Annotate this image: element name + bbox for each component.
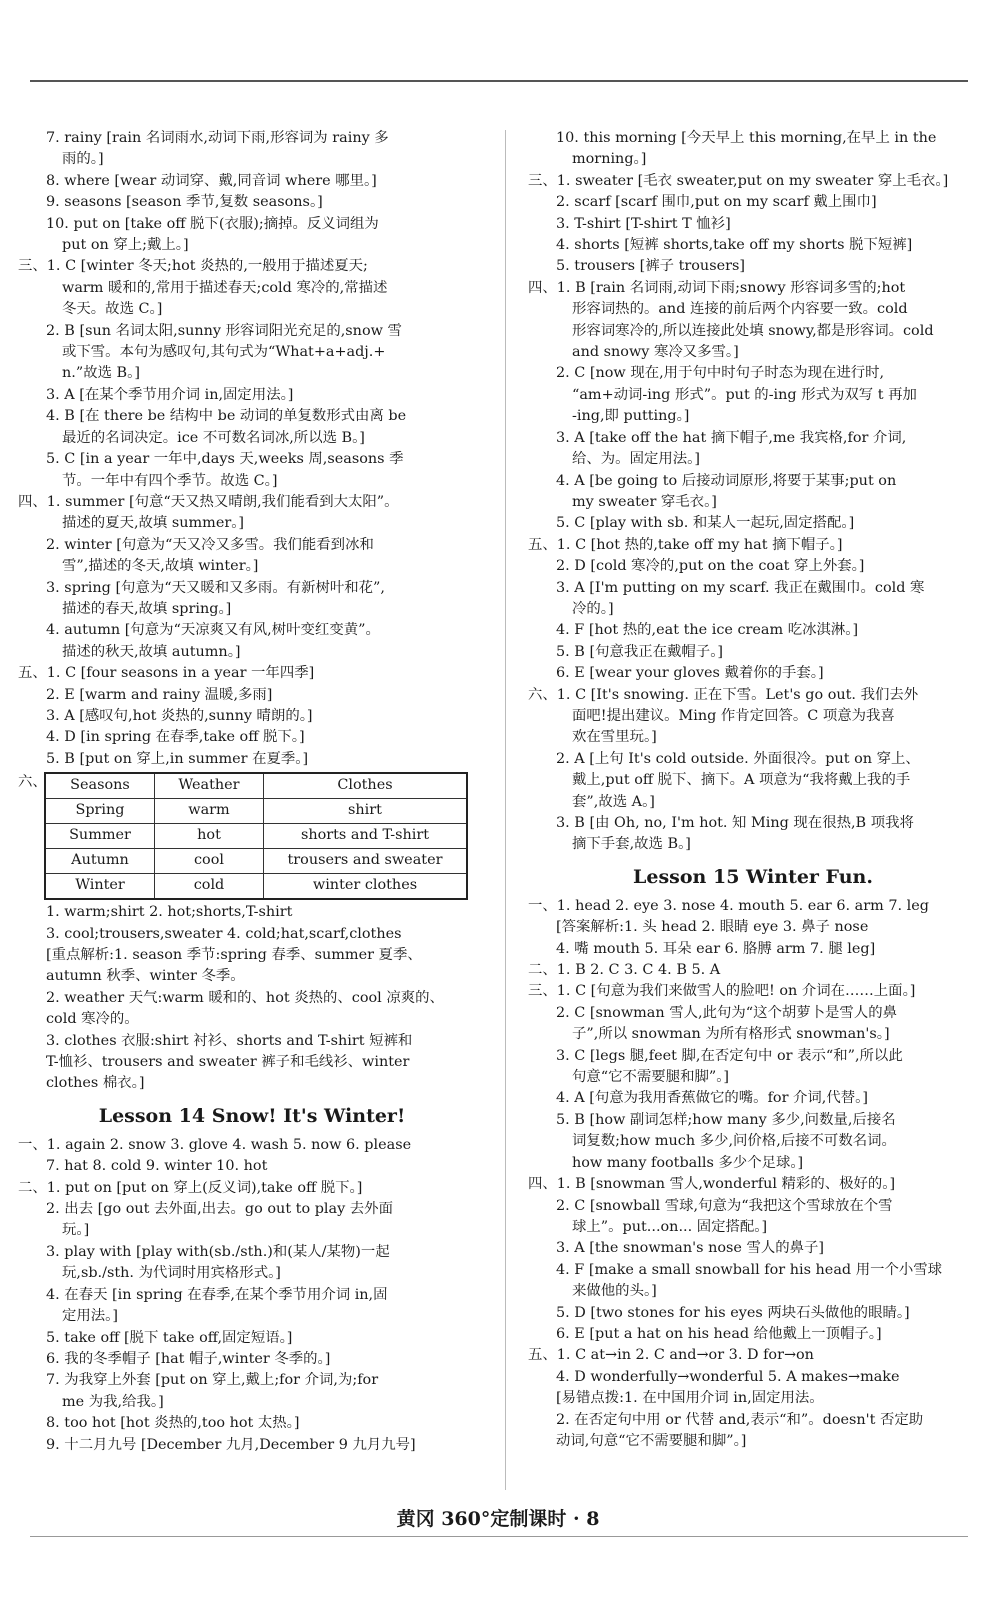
answer-line: 四、1. B [snowman 雪人,wonderful 精彩的、极好的。] (528, 1176, 896, 1193)
answer-line: 2. 出去 [go out 去外面,出去。go out to play 去外面 (46, 1201, 393, 1218)
answer-line: 套”,故选 A。] (572, 793, 655, 810)
answer-line: 9. 十二月九号 [December 九月,December 9 九月九号] (46, 1436, 416, 1453)
table-cell: Winter (45, 874, 155, 900)
table-header-row (45, 773, 467, 799)
answer-line: 或下雪。本句为感叹句,其句式为“What+a+adj.+ (62, 344, 386, 361)
answer-line: 球上”。put...on... 固定搭配。] (572, 1218, 768, 1235)
answer-line: 3. clothes 衣服:shirt 衬衫、shorts and T-shirt 短裤和 (46, 1032, 413, 1049)
answer-line: 3. A [I'm putting on my scarf. 我正在戴围巾。cold 寒 (556, 579, 925, 596)
answer-line: 5. C [play with sb. 和某人一起玩,固定搭配。] (556, 515, 855, 532)
answer-line: 4. F [make a small snowball for his head 用一个小雪球 (556, 1261, 943, 1278)
answer-line: 3. B [由 Oh, no, I'm hot. 知 Ming 现在很热,B 项我将 (556, 815, 914, 831)
answer-line: 形容词寒冷的,所以连接此处填 snowy,都是形容词。cold (572, 322, 934, 339)
answer-line: 4. shorts [短裤 shorts,take off my shorts 脱下短裤] (556, 237, 913, 254)
answer-line: 2. A [上句 It's cold outside. 外面很冷。put on 穿上、 (556, 750, 920, 767)
right-answers (528, 128, 978, 856)
answer-line: 一、1. again 2. snow 3. glove 4. wash 5. now 6. please (18, 1136, 412, 1153)
answer-line: cold 寒冷的。 (46, 1011, 139, 1028)
answer-line: 四、1. B [rain 名词雨,动词下雨;snowy 形容词多雪的;hot (528, 279, 906, 296)
answer-line: 3. spring [句意为“天又暖和又多雨。有新树叶和花”, (46, 579, 385, 596)
table-cell: Spring (45, 799, 155, 824)
answer-line: 5. D [two stones for his eyes 两块石头做他的眼睛。] (556, 1304, 910, 1321)
answer-line: 3. C [legs 腿,feet 脚,在否定句中 or 表示“和”,所以此 (556, 1047, 903, 1064)
answer-line: 五、1. C [hot 热的,take off my hat 摘下帽子。] (528, 536, 843, 553)
answer-line: “am+动词-ing 形式”。put 的-ing 形式为双写 t 再加 (572, 386, 917, 403)
answer-line: 节。一年中有四个季节。故选 C。] (62, 472, 278, 489)
answer-line: 5. trousers [裤子 trousers] (556, 258, 745, 275)
answer-line: my sweater 穿毛衣。] (572, 493, 717, 510)
answer-line: 戴上,put off 脱下、摘下。A 项意为“我将戴上我的手 (572, 772, 911, 789)
answer-line: 4. autumn [句意为“天凉爽又有风,树叶变红变黄”。 (46, 622, 380, 639)
answer-line: 7. 为我穿上外套 [put on 穿上,戴上;for 介词,为;for (46, 1372, 379, 1389)
answer-line: 2. B [sun 名词太阳,sunny 形容词阳光充足的,snow 雪 (46, 322, 402, 339)
answer-line: 子”,所以 snowman 为所有格形式 snowman's。] (572, 1026, 890, 1043)
answer-line: 4. F [hot 热的,eat the ice cream 吃冰淇淋。] (556, 622, 859, 639)
answer-line: 2. E [warm and rainy 温暖,多雨] (46, 686, 273, 703)
answer-line: 动词,句意“它不需要腿和脚”。] (556, 1432, 747, 1449)
answer-line: 玩,sb./sth. 为代词时用宾格形式。] (62, 1265, 281, 1282)
answer-line: 2. C [snowball 雪球,句意为“我把这个雪球放在个雪 (556, 1197, 893, 1214)
table-cell: Autumn (45, 849, 155, 874)
answer-line: and snowy 寒冷又多雪。] (572, 344, 739, 361)
answer-line: T-恤衫、trousers and sweater 裤子和毛线衫、winter (46, 1054, 410, 1071)
answer-line: 1. warm;shirt 2. hot;shorts,T-shirt (46, 904, 293, 921)
answer-line: 五、1. C [four seasons in a year 一年四季] (18, 665, 315, 682)
answer-line: 三、1. C [句意为我们来做雪人的脸吧! on 介词在……上面。] (528, 983, 916, 1000)
answer-line: n.”故选 B。] (62, 365, 140, 382)
answer-line: 4. D wonderfully→wonderful 5. A makes→make (556, 1368, 900, 1385)
answer-line: 3. A [the snowman's nose 雪人的鼻子] (556, 1240, 825, 1257)
answer-line: 9. seasons [season 季节,复数 seasons。] (46, 194, 323, 211)
answer-line: [答案解析:1. 头 head 2. 眼睛 eye 3. 鼻子 nose (556, 919, 869, 936)
answer-line: 4. D [in spring 在春季,take off 脱下。] (46, 729, 305, 746)
answer-line: 5. take off [脱下 take off,固定短语。] (46, 1329, 293, 1346)
answer-line: 2. D [cold 寒冷的,put on the coat 穿上外套。] (556, 558, 865, 575)
answer-line: 6. E [wear your gloves 戴着你的手套。] (556, 665, 824, 682)
lesson15-title: Lesson 15 Winter Fun. (633, 865, 873, 888)
answer-line: 5. B [句意我正在戴帽子。] (556, 643, 723, 660)
answer-line: 5. C [in a year 一年中,days 天,weeks 周,seasons 季 (46, 451, 404, 468)
lesson15-answers (528, 896, 978, 1453)
answer-line: 二、1. put on [put on 穿上(反义词),take off 脱下。] (18, 1179, 363, 1196)
left-column (18, 128, 486, 1456)
answer-line: 2. 在否定句中用 or 代替 and,表示“和”。doesn't 否定助 (556, 1411, 924, 1428)
table-row (45, 824, 467, 849)
column-divider (505, 130, 506, 1490)
table-cell: Summer (45, 824, 155, 849)
answer-line: 冷的。] (572, 600, 614, 617)
answer-line: 8. where [wear 动词穿、戴,同音词 where 哪里。] (46, 172, 377, 189)
answer-line: 3. A [take off the hat 摘下帽子,me 我宾格,for 介词, (556, 429, 907, 446)
table-cell: warm (155, 799, 264, 824)
answer-line: 一、1. head 2. eye 3. nose 4. mouth 5. ear 6. arm 7. leg (528, 897, 929, 914)
table-cell: cool (155, 849, 264, 874)
answer-line: 10. this morning [今天早上 this morning,在早上 in the (556, 130, 937, 146)
table-cell: cold (155, 874, 264, 900)
answer-line: 欢在雪里玩。] (572, 729, 657, 746)
answer-line: me 为我,给我。] (62, 1393, 164, 1410)
answer-line: how many footballs 多少个足球。] (572, 1154, 804, 1171)
answer-line: 来做他的头。] (572, 1283, 657, 1300)
answer-line: 4. A [句意为我用香蕉做它的嘴。for 介词,代替。] (556, 1090, 868, 1107)
answer-line: 玩。] (62, 1222, 90, 1239)
left-answers (18, 128, 486, 770)
answer-line: 5. B [how 副词怎样;how many 多少,问数量,后接名 (556, 1111, 896, 1128)
answer-line: 三、1. sweater [毛衣 sweater,put on my sweater 穿上毛衣。] (528, 172, 949, 189)
answer-line: 2. weather 天气:warm 暖和的、hot 炎热的、cool 凉爽的、 (46, 989, 444, 1006)
answer-line: 3. T-shirt [T-shirt T 恤衫] (556, 215, 731, 232)
answer-line: 描述的春天,故填 spring。] (62, 600, 232, 617)
answer-line: 6. E [put a hat on his head 给他戴上一顶帽子。] (556, 1325, 882, 1342)
table-section-label: 六、 (18, 774, 47, 791)
table-header-cell: Weather (155, 773, 264, 799)
table-header-cell: Seasons (45, 773, 155, 799)
answer-line: 2. C [snowman 雪人,此句为“这个胡萝卜是雪人的鼻 (556, 1004, 897, 1021)
seasons-table-block (18, 772, 486, 900)
lesson14-answers (18, 1135, 486, 1456)
answer-line: 描述的秋天,故填 autumn。] (62, 643, 241, 660)
answer-line: 8. too hot [hot 炎热的,too hot 太热。] (46, 1415, 300, 1432)
answer-line: 给、为。固定用法。] (572, 451, 700, 468)
page-footer: 黄冈 360°定制课时 · 8 (396, 1508, 600, 1530)
answer-line: [重点解析:1. season 季节:spring 春季、summer 夏季、 (46, 947, 422, 963)
answer-line: 面吧!提出建议。Ming 作肯定回答。C 项意为我喜 (572, 707, 895, 724)
answer-line: 3. A [感叹句,hot 炎热的,sunny 晴朗的。] (46, 707, 313, 724)
answer-line: clothes 棉衣。] (46, 1075, 145, 1092)
answer-line: 形容词热的。and 连接的前后两个内容要一致。cold (572, 301, 908, 318)
table-row (45, 874, 467, 900)
answer-line: 3. cool;trousers,sweater 4. cold;hat,scarf,clothes (46, 925, 402, 942)
footer-rule (30, 1536, 968, 1537)
answer-line: 雨的。] (62, 151, 104, 168)
table-cell: trousers and sweater (264, 849, 468, 874)
answer-line: 4. A [be going to 后接动词原形,将要于某事;put on (556, 472, 897, 489)
lesson14-title: Lesson 14 Snow! It's Winter! (98, 1104, 406, 1127)
answer-line: 雪”,描述的冬天,故填 winter。] (62, 558, 259, 575)
answer-line: 4. 嘴 mouth 5. 耳朵 ear 6. 胳膊 arm 7. 腿 leg] (556, 940, 876, 957)
answer-line: 3. play with [play with(sb./sth.)和(某人/某物)一起 (46, 1243, 390, 1260)
answer-line: 词复数;how much 多少,问价格,后接不可数名词。 (572, 1133, 896, 1150)
answer-line: -ing,即 putting。] (572, 408, 690, 425)
answer-line: 摘下手套,故选 B。] (572, 836, 691, 853)
answer-line: 5. B [put on 穿上,in summer 在夏季。] (46, 750, 309, 767)
answer-line: 6. 我的冬季帽子 [hat 帽子,winter 冬季的。] (46, 1350, 331, 1367)
answer-line: morning。] (572, 151, 647, 168)
table-row (45, 849, 467, 874)
answer-line: 冬天。故选 C。] (62, 301, 163, 318)
table-row (45, 799, 467, 824)
answer-line: 三、1. C [winter 冬天;hot 炎热的,一般用于描述夏天; (18, 258, 368, 275)
answer-line: 7. rainy [rain 名词雨水,动词下雨,形容词为 rainy 多 (46, 130, 389, 146)
answer-line: 10. put on [take off 脱下(衣服);摘掉。反义词组为 (46, 215, 379, 232)
table-notes (18, 902, 486, 1095)
answer-line: put on 穿上;戴上。] (62, 237, 189, 254)
right-column (528, 128, 978, 1452)
answer-line: 4. B [在 there be 结构中 be 动词的单复数形式由离 be (46, 408, 407, 425)
answer-line: 描述的夏天,故填 summer。] (62, 515, 245, 532)
table-cell: shorts and T-shirt (264, 824, 468, 849)
top-rule (30, 80, 968, 82)
seasons-table (44, 772, 468, 900)
table-header-cell: Clothes (264, 773, 468, 799)
answer-line: 句意“它不需要腿和脚”。] (572, 1069, 730, 1086)
table-cell: winter clothes (264, 874, 468, 900)
answer-line: 定用法。] (62, 1308, 118, 1325)
table-cell: hot (155, 824, 264, 849)
answer-line: 4. 在春天 [in spring 在春季,在某个季节用介词 in,固 (46, 1286, 388, 1303)
answer-line: 二、1. B 2. C 3. C 4. B 5. A (528, 962, 721, 979)
answer-line: 3. A [在某个季节用介词 in,固定用法。] (46, 386, 294, 403)
answer-line: 2. C [now 现在,用于句中时句子时态为现在进行时, (556, 365, 885, 382)
answer-line: 最近的名词决定。ice 不可数名词冰,所以选 B。] (62, 429, 365, 446)
answer-line: 2. winter [句意为“天又冷又多雪。我们能看到冰和 (46, 536, 374, 553)
answer-line: 四、1. summer [句意“天又热又晴朗,我们能看到大太阳”。 (18, 493, 399, 510)
answer-line: 五、1. C at→in 2. C and→or 3. D for→on (528, 1347, 814, 1364)
answer-line: warm 暖和的,常用于描述春天;cold 寒冷的,常描述 (62, 279, 388, 296)
answer-line: 7. hat 8. cold 9. winter 10. hot (46, 1158, 268, 1175)
table-cell: shirt (264, 799, 468, 824)
answer-line: [易错点拨:1. 在中国用介词 in,固定用法。 (556, 1390, 824, 1407)
answer-line: autumn 秋季、winter 冬季。 (46, 968, 245, 985)
answer-line: 六、1. C [It's snowing. 正在下雪。Let's go out. 我们去外 (528, 686, 919, 703)
answer-line: 2. scarf [scarf 围巾,put on my scarf 戴上围巾] (556, 194, 877, 211)
